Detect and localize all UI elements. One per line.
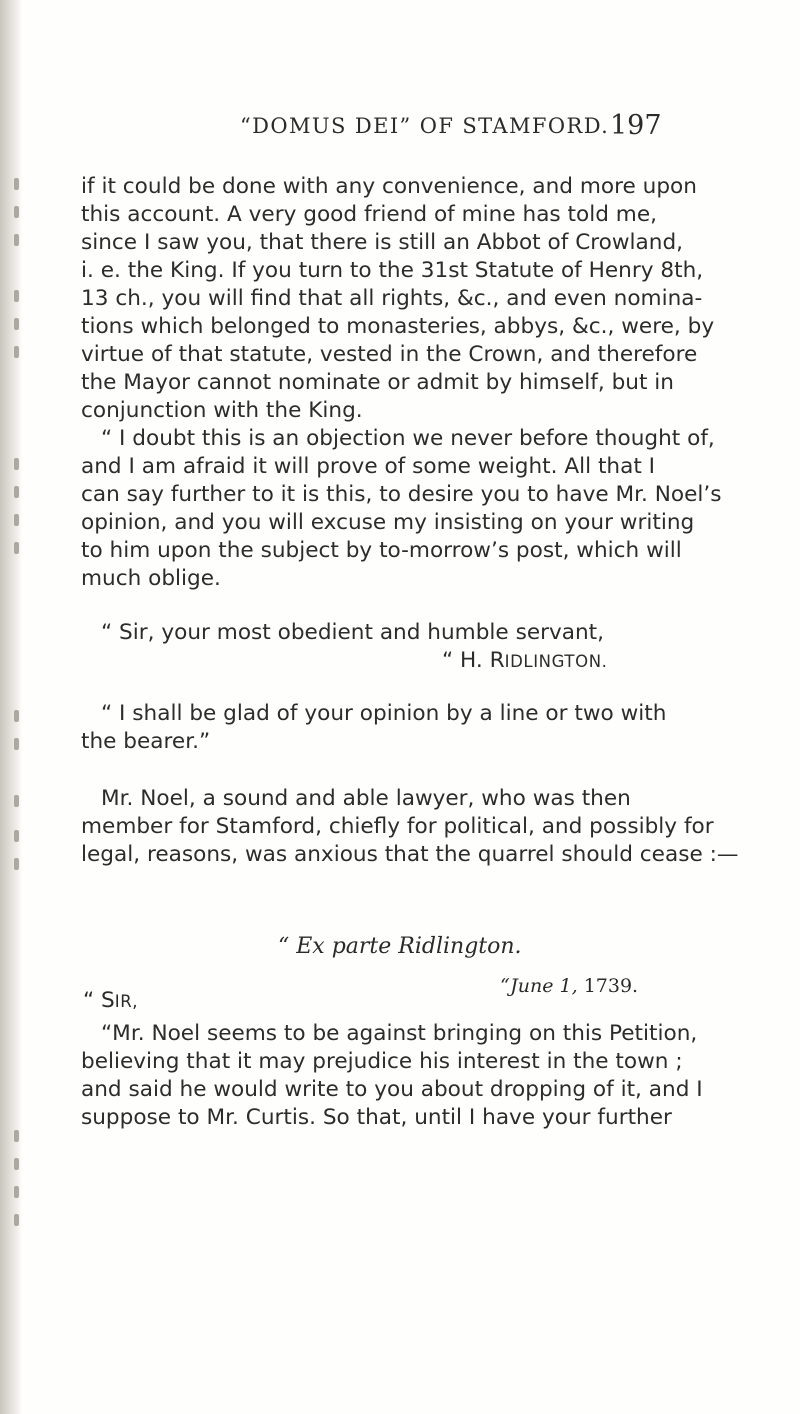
binding-mark [14, 290, 19, 302]
binding-mark [14, 1130, 19, 1142]
binding-mark [14, 830, 19, 842]
body-line: since I saw you, that there is still an Abbot of Crowland, [81, 230, 684, 255]
body-line: and I am afraid it will prove of some weight. All that I [81, 454, 656, 479]
body-line: if it could be done with any convenience, and more upon [81, 174, 697, 199]
narrative-line: member for Stamford, chiefly for political, and possibly for [81, 814, 714, 839]
body-line: the Mayor cannot nominate or admit by himself, but in [81, 370, 674, 395]
salutation-prefix: “ S [83, 988, 115, 1013]
letter2-line: believing that it may prejudice his interest in the town ; [81, 1049, 683, 1074]
body-line: conjunction with the King. [81, 398, 363, 423]
binding-mark [14, 514, 19, 526]
body-line: tions which belonged to monasteries, abbys, &c., were, by [81, 314, 715, 339]
binding-mark [14, 206, 19, 218]
binding-mark [14, 795, 19, 807]
letter2-line: “Mr. Noel seems to be against bringing on this Petition, [101, 1021, 698, 1046]
body-line: virtue of that statute, vested in the Crown, and therefore [81, 342, 698, 367]
closing-line: “ Sir, your most obedient and humble servant, [101, 620, 605, 645]
salutation [83, 988, 138, 1013]
binding-mark [14, 458, 19, 470]
page-number: 197 [610, 110, 662, 141]
binding-mark [14, 542, 19, 554]
body-line: opinion, and you will excuse my insisting on your writing [81, 510, 695, 535]
narrative-line: Mr. Noel, a sound and able lawyer, who was then [101, 786, 631, 811]
binding-mark [14, 346, 19, 358]
date-prefix: “June 1, [500, 975, 584, 997]
binding-mark [14, 1158, 19, 1170]
salutation-small-caps: IR, [114, 992, 139, 1011]
signature-cap: R [489, 648, 505, 673]
body-line: much oblige. [81, 566, 221, 591]
binding-mark [14, 178, 19, 190]
binding-mark [14, 318, 19, 330]
binding-marks [0, 0, 28, 1414]
binding-mark [14, 710, 19, 722]
body-line: “ I doubt this is an objection we never before thought of, [101, 426, 715, 451]
page-header [0, 106, 800, 146]
letter-date [500, 975, 638, 997]
narrative-line: legal, reasons, was anxious that the quarrel should cease :— [81, 842, 739, 867]
binding-mark [14, 486, 19, 498]
body-line: this account. A very good friend of mine has told me, [81, 202, 657, 227]
date-year: 1739. [583, 975, 639, 997]
binding-mark [14, 738, 19, 750]
signature-prefix: “ H. [442, 648, 490, 673]
binding-mark [14, 234, 19, 246]
signature [442, 647, 607, 676]
body-line: can say further to it is this, to desire you to have Mr. Noel’s [81, 482, 722, 507]
binding-mark [14, 1186, 19, 1198]
letter2-line: and said he would write to you about dropping of it, and I [81, 1077, 703, 1102]
signature-small-caps: IDLINGTON. [504, 652, 608, 671]
running-title: “DOMUS DEI” OF STAMFORD. [240, 114, 610, 138]
body-line: 13 ch., you will find that all rights, &c., and even nomina- [81, 286, 703, 311]
letter-heading: “ Ex parte Ridlington. [278, 934, 522, 959]
letter2-line: suppose to Mr. Curtis. So that, until I have your further [81, 1105, 672, 1130]
binding-mark [14, 858, 19, 870]
binding-mark [14, 1214, 19, 1226]
postscript-line: the bearer.” [81, 729, 211, 754]
body-line: i. e. the King. If you turn to the 31st Statute of Henry 8th, [81, 258, 704, 283]
postscript-line: “ I shall be glad of your opinion by a line or two with [101, 701, 667, 726]
body-line: to him upon the subject by to-morrow’s post, which will [81, 538, 682, 563]
